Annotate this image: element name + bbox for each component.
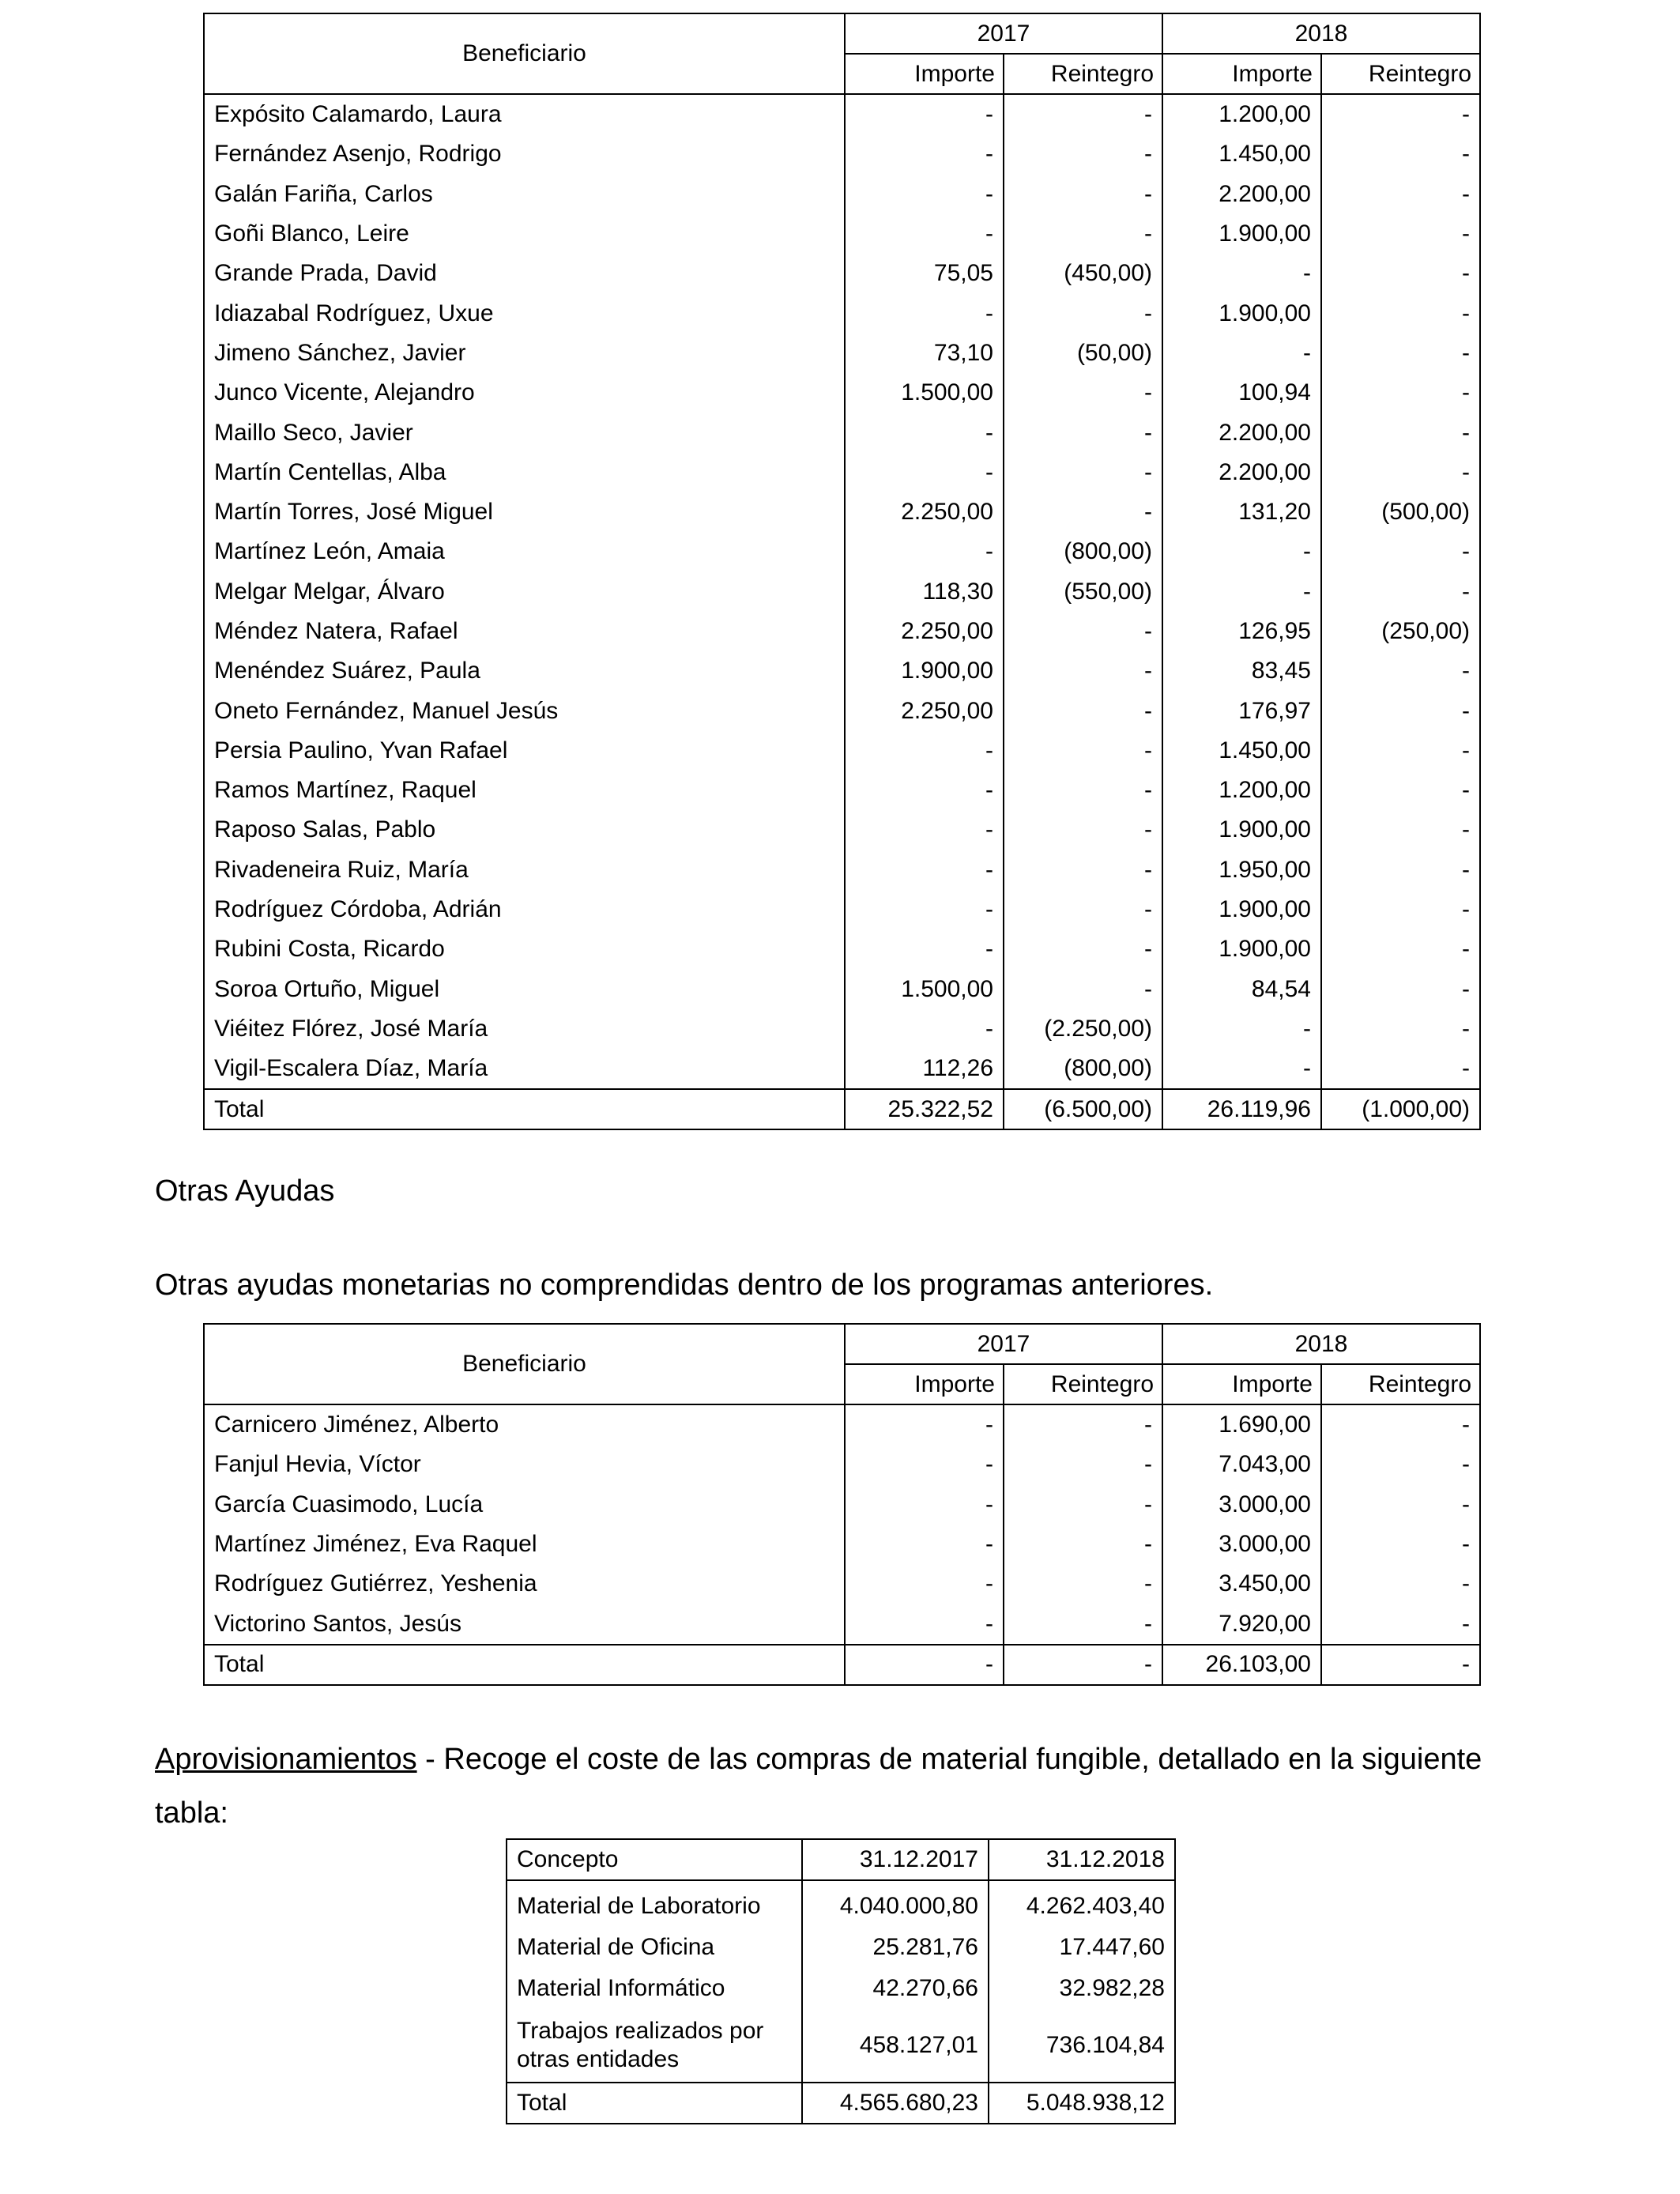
col-reintegro-2017: Reintegro (1004, 54, 1162, 94)
row-beneficiario: García Cuasimodo, Lucía (204, 1485, 845, 1525)
row-reintegro-2018: - (1321, 532, 1480, 571)
row-importe-2018: 7.043,00 (1162, 1445, 1321, 1484)
row-importe-2018: 2.200,00 (1162, 175, 1321, 214)
col-beneficiario: Beneficiario (204, 1324, 845, 1404)
row-reintegro-2018: - (1321, 94, 1480, 134)
table-row (507, 1880, 1175, 1927)
table-total-row (204, 1089, 1480, 1129)
col-importe-2018: Importe (1162, 1364, 1321, 1404)
row-concepto (507, 2009, 802, 2083)
row-importe-2018: 1.450,00 (1162, 134, 1321, 174)
row-importe-2017: - (845, 1404, 1004, 1445)
table-row (507, 2009, 1175, 2083)
row-reintegro-2017: - (1004, 612, 1162, 651)
row-beneficiario: Galán Fariña, Carlos (204, 175, 845, 214)
table-row (204, 1485, 1480, 1525)
row-importe-2017: - (845, 890, 1004, 929)
col-reintegro-2018: Reintegro (1321, 54, 1480, 94)
row-importe-2018: 3.450,00 (1162, 1564, 1321, 1604)
table-total-row (507, 2083, 1175, 2124)
row-reintegro-2017: - (1004, 453, 1162, 492)
total-reintegro-2017: (6.500,00) (1004, 1089, 1162, 1129)
row-beneficiario: Victorino Santos, Jesús (204, 1604, 845, 1644)
row-2018: 17.447,60 (989, 1927, 1175, 1968)
row-importe-2017: 2.250,00 (845, 492, 1004, 532)
table-header-row (507, 1839, 1175, 1880)
row-importe-2017: - (845, 453, 1004, 492)
row-beneficiario: Soroa Ortuño, Miguel (204, 970, 845, 1009)
row-importe-2017: - (845, 1009, 1004, 1049)
table-row (204, 254, 1480, 293)
row-reintegro-2017: (50,00) (1004, 334, 1162, 373)
row-reintegro-2017: - (1004, 1564, 1162, 1604)
row-concepto: Material de Oficina (507, 1927, 802, 1968)
row-importe-2018: - (1162, 254, 1321, 293)
row-importe-2018: 1.900,00 (1162, 810, 1321, 850)
row-beneficiario: Goñi Blanco, Leire (204, 214, 845, 254)
row-beneficiario: Rodríguez Gutiérrez, Yeshenia (204, 1564, 845, 1604)
row-reintegro-2018: - (1321, 453, 1480, 492)
col-2017: 31.12.2017 (802, 1839, 989, 1880)
row-importe-2018: 1.950,00 (1162, 850, 1321, 890)
total-2018: 5.048.938,12 (989, 2083, 1175, 2124)
col-2018: 31.12.2018 (989, 1839, 1175, 1880)
row-importe-2017: 2.250,00 (845, 691, 1004, 730)
row-beneficiario: Grande Prada, David (204, 254, 845, 293)
table-row (204, 612, 1480, 651)
table-row (204, 1445, 1480, 1484)
row-reintegro-2017: - (1004, 373, 1162, 413)
row-2017: 4.040.000,80 (802, 1880, 989, 1927)
row-reintegro-2017: - (1004, 850, 1162, 890)
col-reintegro-2017: Reintegro (1004, 1364, 1162, 1404)
row-reintegro-2017: - (1004, 651, 1162, 691)
row-beneficiario: Fernández Asenjo, Rodrigo (204, 134, 845, 174)
table-total-row (204, 1645, 1480, 1685)
row-beneficiario: Fanjul Hevia, Víctor (204, 1445, 845, 1484)
otras-ayudas-table (203, 1323, 1481, 1686)
aprovisionamientos-table (506, 1838, 1176, 2124)
row-importe-2017: - (845, 810, 1004, 850)
row-reintegro-2018: - (1321, 771, 1480, 810)
table-row (204, 134, 1480, 174)
table-row (204, 890, 1480, 929)
row-reintegro-2017: - (1004, 731, 1162, 771)
row-reintegro-2018: - (1321, 373, 1480, 413)
table-row (507, 1927, 1175, 1968)
table-row (204, 214, 1480, 254)
row-importe-2018: 1.900,00 (1162, 214, 1321, 254)
row-importe-2018: 2.200,00 (1162, 413, 1321, 452)
row-importe-2017: 1.500,00 (845, 970, 1004, 1009)
row-beneficiario: Vigil-Escalera Díaz, María (204, 1049, 845, 1089)
row-beneficiario: Méndez Natera, Rafael (204, 612, 845, 651)
row-importe-2017: - (845, 293, 1004, 333)
row-reintegro-2017: - (1004, 175, 1162, 214)
table-row (204, 572, 1480, 612)
row-beneficiario: Idiazabal Rodríguez, Uxue (204, 293, 845, 333)
row-beneficiario: Oneto Fernández, Manuel Jesús (204, 691, 845, 730)
row-reintegro-2018: - (1321, 929, 1480, 969)
table-row (204, 1525, 1480, 1564)
row-reintegro-2018: - (1321, 254, 1480, 293)
row-reintegro-2018: - (1321, 134, 1480, 174)
row-importe-2018: - (1162, 1049, 1321, 1089)
row-concepto: Material de Laboratorio (507, 1880, 802, 1927)
table-row (204, 1604, 1480, 1644)
table-row (204, 970, 1480, 1009)
row-reintegro-2017: - (1004, 970, 1162, 1009)
table-row (204, 373, 1480, 413)
table-row (204, 175, 1480, 214)
row-importe-2018: 1.450,00 (1162, 731, 1321, 771)
row-reintegro-2018: - (1321, 1404, 1480, 1445)
row-reintegro-2017: - (1004, 214, 1162, 254)
row-importe-2018: - (1162, 1009, 1321, 1049)
col-reintegro-2018: Reintegro (1321, 1364, 1480, 1404)
row-importe-2017: 75,05 (845, 254, 1004, 293)
row-reintegro-2017: (800,00) (1004, 532, 1162, 571)
row-2018: 736.104,84 (989, 2009, 1175, 2083)
total-reintegro-2017: - (1004, 1645, 1162, 1685)
total-2017: 4.565.680,23 (802, 2083, 989, 2124)
row-reintegro-2018: (500,00) (1321, 492, 1480, 532)
total-importe-2018: 26.119,96 (1162, 1089, 1321, 1129)
row-reintegro-2018: - (1321, 1525, 1480, 1564)
row-importe-2018: 1.200,00 (1162, 94, 1321, 134)
row-importe-2017: - (845, 1564, 1004, 1604)
row-reintegro-2017: - (1004, 1604, 1162, 1644)
row-importe-2017: - (845, 731, 1004, 771)
row-reintegro-2017: - (1004, 1485, 1162, 1525)
row-reintegro-2017: - (1004, 890, 1162, 929)
total-importe-2017: - (845, 1645, 1004, 1685)
table-row (204, 731, 1480, 771)
row-beneficiario: Expósito Calamardo, Laura (204, 94, 845, 134)
row-importe-2018: 1.900,00 (1162, 929, 1321, 969)
row-importe-2018: 1.690,00 (1162, 1404, 1321, 1445)
row-beneficiario: Rubini Costa, Ricardo (204, 929, 845, 969)
row-importe-2018: - (1162, 572, 1321, 612)
row-reintegro-2018: - (1321, 651, 1480, 691)
row-reintegro-2018: - (1321, 293, 1480, 333)
row-reintegro-2018: (250,00) (1321, 612, 1480, 651)
col-year-2017: 2017 (845, 1324, 1162, 1364)
row-reintegro-2018: - (1321, 1564, 1480, 1604)
row-beneficiario: Maillo Seco, Javier (204, 413, 845, 452)
total-reintegro-2018: (1.000,00) (1321, 1089, 1480, 1129)
row-reintegro-2018: - (1321, 810, 1480, 850)
row-importe-2017: - (845, 771, 1004, 810)
row-reintegro-2017: (450,00) (1004, 254, 1162, 293)
table-row (204, 1564, 1480, 1604)
total-label: Total (204, 1089, 845, 1129)
row-importe-2017: - (845, 929, 1004, 969)
row-reintegro-2017: - (1004, 1404, 1162, 1445)
table-row (204, 94, 1480, 134)
col-importe-2017: Importe (845, 1364, 1004, 1404)
table-row (204, 492, 1480, 532)
total-reintegro-2018: - (1321, 1645, 1480, 1685)
table-row (204, 929, 1480, 969)
row-importe-2017: - (845, 134, 1004, 174)
row-concepto-line1: Trabajos realizados por (517, 2018, 764, 2044)
row-beneficiario: Melgar Melgar, Álvaro (204, 572, 845, 612)
row-reintegro-2018: - (1321, 850, 1480, 890)
row-reintegro-2017: - (1004, 771, 1162, 810)
row-importe-2017: - (845, 413, 1004, 452)
col-beneficiario: Beneficiario (204, 13, 845, 94)
row-importe-2018: 100,94 (1162, 373, 1321, 413)
col-year-2017: 2017 (845, 13, 1162, 54)
col-importe-2018: Importe (1162, 54, 1321, 94)
row-importe-2017: - (845, 532, 1004, 571)
row-beneficiario: Persia Paulino, Yvan Rafael (204, 731, 845, 771)
row-reintegro-2018: - (1321, 970, 1480, 1009)
row-importe-2018: - (1162, 334, 1321, 373)
table-row (204, 691, 1480, 730)
row-beneficiario: Raposo Salas, Pablo (204, 810, 845, 850)
row-reintegro-2017: (2.250,00) (1004, 1009, 1162, 1049)
row-beneficiario: Ramos Martínez, Raquel (204, 771, 845, 810)
row-2018: 32.982,28 (989, 1968, 1175, 2009)
row-reintegro-2017: - (1004, 413, 1162, 452)
row-importe-2018: 1.900,00 (1162, 890, 1321, 929)
row-importe-2018: 3.000,00 (1162, 1485, 1321, 1525)
table-row (204, 850, 1480, 890)
table-row (204, 810, 1480, 850)
row-importe-2018: 2.200,00 (1162, 453, 1321, 492)
row-beneficiario: Martín Torres, José Miguel (204, 492, 845, 532)
row-importe-2017: - (845, 94, 1004, 134)
table-row (204, 334, 1480, 373)
table-row (204, 651, 1480, 691)
row-importe-2017: - (845, 1445, 1004, 1484)
row-beneficiario: Rivadeneira Ruiz, María (204, 850, 845, 890)
row-importe-2017: 118,30 (845, 572, 1004, 612)
row-reintegro-2017: - (1004, 134, 1162, 174)
row-reintegro-2018: - (1321, 572, 1480, 612)
beneficiarios-table (203, 13, 1481, 1130)
aprovisionamientos-text-cont: tabla: (155, 1796, 228, 1830)
row-reintegro-2017: - (1004, 94, 1162, 134)
row-reintegro-2018: - (1321, 1604, 1480, 1644)
row-reintegro-2018: - (1321, 413, 1480, 452)
row-beneficiario: Martínez Jiménez, Eva Raquel (204, 1525, 845, 1564)
row-reintegro-2017: - (1004, 492, 1162, 532)
row-importe-2017: 112,26 (845, 1049, 1004, 1089)
row-importe-2017: - (845, 1525, 1004, 1564)
row-beneficiario: Junco Vicente, Alejandro (204, 373, 845, 413)
total-label: Total (204, 1645, 845, 1685)
row-2018: 4.262.403,40 (989, 1880, 1175, 1927)
row-concepto: Material Informático (507, 1968, 802, 2009)
row-concepto-line2: otras entidades (517, 2046, 680, 2072)
table-row (507, 1968, 1175, 2009)
row-beneficiario: Martínez León, Amaia (204, 532, 845, 571)
row-reintegro-2018: - (1321, 1049, 1480, 1089)
table-row (204, 1404, 1480, 1445)
section-description: Otras ayudas monetarias no comprendidas dentro de los programas anteriores. (155, 1269, 1214, 1302)
row-reintegro-2017: (800,00) (1004, 1049, 1162, 1089)
row-reintegro-2018: - (1321, 1445, 1480, 1484)
row-importe-2017: 73,10 (845, 334, 1004, 373)
row-beneficiario: Menéndez Suárez, Paula (204, 651, 845, 691)
table-row (204, 453, 1480, 492)
row-2017: 25.281,76 (802, 1927, 989, 1968)
row-reintegro-2017: - (1004, 293, 1162, 333)
row-importe-2018: 1.900,00 (1162, 293, 1321, 333)
row-importe-2017: 2.250,00 (845, 612, 1004, 651)
row-reintegro-2018: - (1321, 890, 1480, 929)
col-year-2018: 2018 (1162, 13, 1480, 54)
row-importe-2018: 84,54 (1162, 970, 1321, 1009)
row-2017: 458.127,01 (802, 2009, 989, 2083)
row-reintegro-2018: - (1321, 691, 1480, 730)
row-importe-2017: - (845, 214, 1004, 254)
row-beneficiario: Martín Centellas, Alba (204, 453, 845, 492)
aprovisionamientos-text: - Recoge el coste de las compras de material fungible, detallado en la siguiente (416, 1743, 1482, 1776)
row-importe-2017: - (845, 175, 1004, 214)
row-importe-2017: 1.500,00 (845, 373, 1004, 413)
row-reintegro-2018: - (1321, 1009, 1480, 1049)
row-importe-2017: - (845, 1485, 1004, 1525)
aprovisionamientos-paragraph (155, 1732, 1482, 1840)
row-importe-2018: 83,45 (1162, 651, 1321, 691)
row-reintegro-2018: - (1321, 214, 1480, 254)
row-reintegro-2018: - (1321, 334, 1480, 373)
table-row (204, 413, 1480, 452)
row-beneficiario: Carnicero Jiménez, Alberto (204, 1404, 845, 1445)
total-label: Total (507, 2083, 802, 2124)
row-reintegro-2017: - (1004, 929, 1162, 969)
row-importe-2018: 176,97 (1162, 691, 1321, 730)
row-reintegro-2018: - (1321, 1485, 1480, 1525)
row-beneficiario: Viéitez Flórez, José María (204, 1009, 845, 1049)
total-importe-2017: 25.322,52 (845, 1089, 1004, 1129)
row-reintegro-2017: (550,00) (1004, 572, 1162, 612)
section-title-otras-ayudas: Otras Ayudas (155, 1174, 335, 1208)
table-row (204, 293, 1480, 333)
row-reintegro-2018: - (1321, 731, 1480, 771)
row-importe-2018: - (1162, 532, 1321, 571)
row-importe-2018: 1.200,00 (1162, 771, 1321, 810)
col-concepto: Concepto (507, 1839, 802, 1880)
row-2017: 42.270,66 (802, 1968, 989, 2009)
row-reintegro-2017: - (1004, 810, 1162, 850)
row-reintegro-2017: - (1004, 1445, 1162, 1484)
row-importe-2017: 1.900,00 (845, 651, 1004, 691)
col-importe-2017: Importe (845, 54, 1004, 94)
row-importe-2017: - (845, 1604, 1004, 1644)
row-reintegro-2018: - (1321, 175, 1480, 214)
table-row (204, 771, 1480, 810)
row-reintegro-2017: - (1004, 691, 1162, 730)
table-row (204, 532, 1480, 571)
aprovisionamientos-heading: Aprovisionamientos (155, 1743, 417, 1776)
row-importe-2018: 3.000,00 (1162, 1525, 1321, 1564)
table-row (204, 1049, 1480, 1089)
row-beneficiario: Rodríguez Córdoba, Adrián (204, 890, 845, 929)
row-importe-2017: - (845, 850, 1004, 890)
table-row (204, 1009, 1480, 1049)
row-importe-2018: 131,20 (1162, 492, 1321, 532)
row-importe-2018: 7.920,00 (1162, 1604, 1321, 1644)
col-year-2018: 2018 (1162, 1324, 1480, 1364)
row-importe-2018: 126,95 (1162, 612, 1321, 651)
row-beneficiario: Jimeno Sánchez, Javier (204, 334, 845, 373)
total-importe-2018: 26.103,00 (1162, 1645, 1321, 1685)
row-reintegro-2017: - (1004, 1525, 1162, 1564)
